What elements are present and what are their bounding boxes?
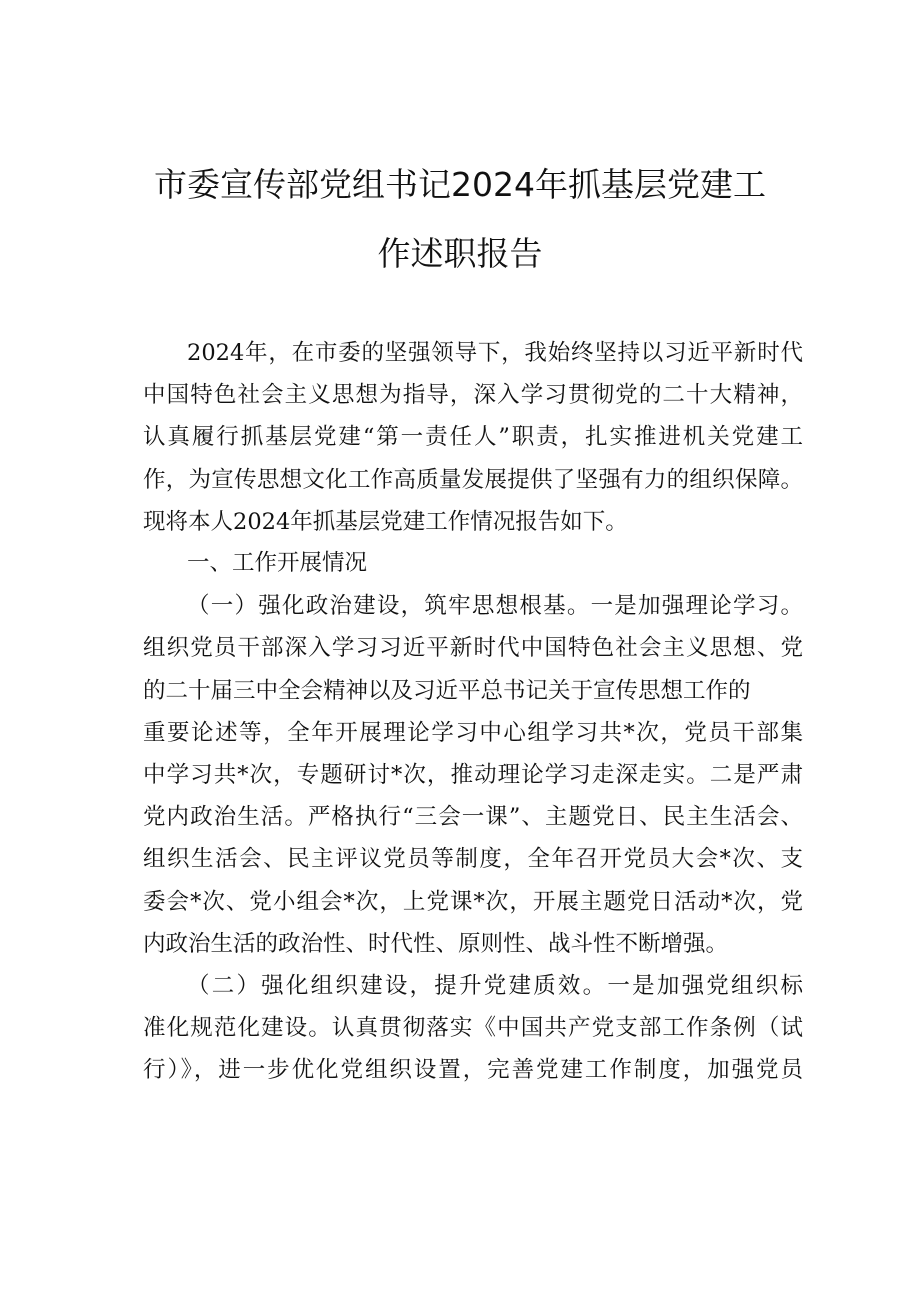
paragraph-line: 党内政治生活。严格执行“三会一课”、主题党日、民主生活会、 (143, 804, 803, 831)
paragraph-line: 重要论述等，全年开展理论学习中心组学习共*次，党员干部集 (143, 719, 803, 746)
paragraph-line: 中国特色社会主义思想为指导，深入学习贯彻党的二十大精神， (143, 382, 803, 409)
paragraph-line: 委会*次、党小组会*次，上党课*次，开展主题党日活动*次，党 (143, 888, 803, 915)
paragraph-line: 行）》，进一步优化党组织设置，完善党建工作制度，加强党员 (143, 1057, 803, 1084)
paragraph-line: 认真履行抓基层党建“第一责任人”职责，扎实推进机关党建工 (143, 424, 803, 451)
paragraph-line: 组织党员干部深入学习习近平新时代中国特色社会主义思想、党 (143, 635, 803, 662)
paragraph-line: 中学习共*次，专题研讨*次，推动理论学习走深走实。二是严肃 (143, 762, 803, 788)
section-heading: 一、工作开展情况 (187, 550, 368, 576)
paragraph-line: 作，为宣传思想文化工作高质量发展提供了坚强有力的组织保障。 (143, 466, 803, 493)
document-title-line-2: 作述职报告 (377, 234, 543, 273)
paragraph-line: （二）强化组织建设，提升党建质效。一是加强党组织标 (187, 973, 803, 999)
document-title-line-1: 市委宣传部党组书记2024年抓基层党建工 (154, 165, 766, 204)
paragraph-line: 2024年，在市委的坚强领导下，我始终坚持以习近平新时代 (187, 340, 803, 366)
paragraph-line: 现将本人2024年抓基层党建工作情况报告如下。 (143, 508, 628, 535)
paragraph-line: 的二十届三中全会精神以及习近平总书记关于宣传思想工作的 (143, 677, 751, 704)
paragraph-line: 准化规范化建设。认真贯彻落实《中国共产党支部工作条例（试 (143, 1015, 803, 1042)
paragraph-line: 组织生活会、民主评议党员等制度，全年召开党员大会*次、支 (143, 846, 803, 873)
paragraph-line: （一）强化政治建设，筑牢思想根基。一是加强理论学习。 (187, 593, 803, 620)
paragraph-line: 内政治生活的政治性、时代性、原则性、战斗性不断增强。 (143, 930, 729, 957)
